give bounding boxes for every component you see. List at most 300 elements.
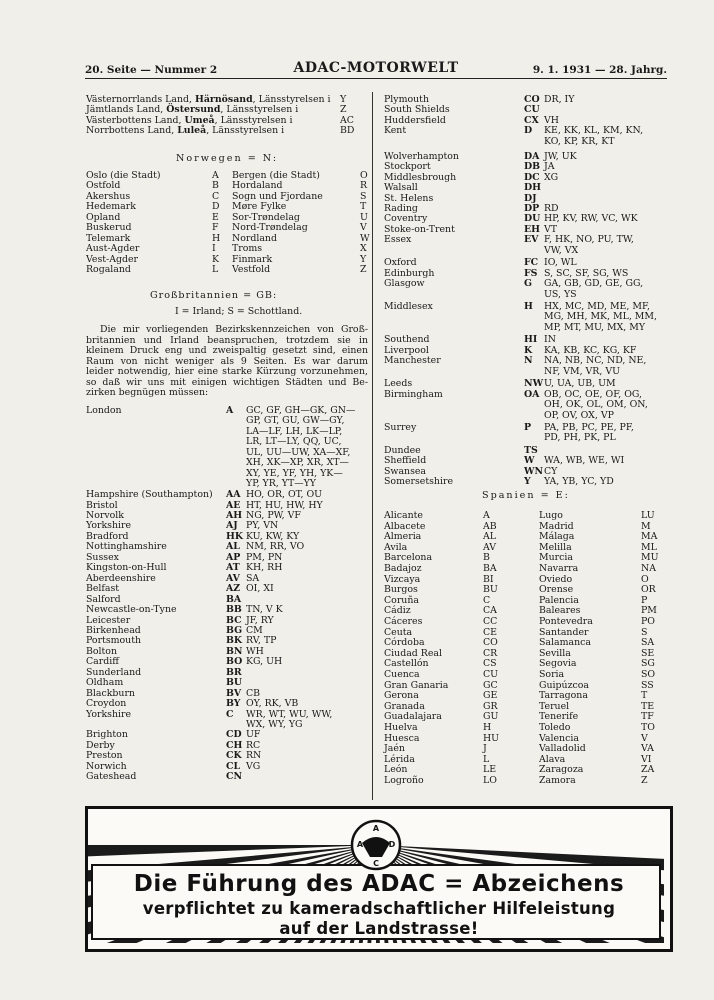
ad-line-3: auf der Landstrasse! <box>279 919 479 938</box>
spain-row <box>384 617 666 628</box>
plate-code: A <box>483 510 490 521</box>
plate-code: DP <box>524 203 540 214</box>
gb-entry <box>384 125 684 147</box>
extra-codes: RC <box>246 739 261 751</box>
plate-code: BC <box>226 614 242 626</box>
spain-row <box>384 606 666 617</box>
paragraph-line: leider notwendig, hier eine starke Kürzung vorzunehmen, <box>86 366 368 377</box>
plate-code: SE <box>641 647 655 659</box>
extra-codes: KO, KP, KR, KT <box>544 135 615 147</box>
spain-heading: Spanien = E: <box>482 490 570 501</box>
plate-code: CU <box>524 104 540 116</box>
province-name: Tenerife <box>539 711 579 723</box>
province-name: Coruña <box>384 594 419 606</box>
district-name: Glasgow <box>384 278 425 290</box>
paragraph-line: kleinem Druck eng und zweispaltig gesetzt sind, einen <box>86 345 368 356</box>
plate-code: BY <box>226 698 241 710</box>
province-name: Madrid <box>539 520 574 532</box>
plate-code: R <box>360 180 368 192</box>
paragraph-line: so daß wir uns mit einigen wichtigen Städten und Be- <box>86 376 368 388</box>
plate-code: BB <box>226 604 242 616</box>
district-name: Hedemark <box>86 201 136 213</box>
extra-codes: XG <box>544 171 559 183</box>
plate-code: CE <box>483 626 498 638</box>
plate-code: AL <box>226 541 240 553</box>
plate-code: AL <box>483 531 496 543</box>
extra-codes: VH <box>544 114 559 126</box>
province-name: Valladolid <box>539 743 586 755</box>
province-name: Avila <box>384 541 408 553</box>
magazine-title: ADAC-MOTORWELT <box>293 60 459 76</box>
county-name: Västernorrlands Land, <box>86 94 195 105</box>
plate-code: Y <box>340 94 347 105</box>
plate-code: GE <box>483 690 498 702</box>
province-name: Burgos <box>384 584 418 596</box>
plate-code: BO <box>226 656 243 668</box>
district-name: Preston <box>86 750 123 762</box>
spain-row <box>384 670 666 681</box>
plate-code: O <box>360 170 368 181</box>
district-name: Brighton <box>86 729 128 741</box>
district-name: Stoke-on-Trent <box>384 223 455 235</box>
plate-code: N <box>524 355 533 367</box>
plate-code: PO <box>641 616 655 627</box>
plate-code: L <box>483 753 490 765</box>
spain-row <box>384 734 666 745</box>
extra-codes: VT <box>544 223 558 235</box>
county-seat: Härnösand <box>194 94 253 105</box>
extra-codes: YP, YR, YT—YY <box>246 478 316 490</box>
province-name: Córdoba <box>384 637 425 649</box>
province-name: Guipúzcoa <box>539 679 589 691</box>
plate-code: CS <box>483 658 497 670</box>
plate-code: F <box>212 222 219 234</box>
extra-codes: WA, WB, WE, WI <box>544 455 625 467</box>
extra-codes: PA, PB, PC, PE, PF, <box>544 422 634 433</box>
county-office: , Länsstyrelsen i <box>220 104 299 116</box>
plate-code: I <box>212 243 216 255</box>
plate-code: SO <box>641 669 656 680</box>
plate-code: AZ <box>226 583 241 595</box>
plate-code: NW <box>524 378 544 390</box>
spain-row <box>384 712 666 723</box>
district-name: Middlesex <box>384 301 433 313</box>
province-name: Badajoz <box>384 563 422 574</box>
district-name: Rading <box>384 203 418 214</box>
district-name: Ostfold <box>86 180 121 192</box>
district-name: Leicester <box>86 614 131 626</box>
province-name: Huelva <box>384 722 418 733</box>
extra-codes: XH, XK—XP, XR, XT— <box>246 457 349 469</box>
extra-codes: S, SC, SF, SG, WS <box>544 267 629 279</box>
spain-row <box>384 628 666 639</box>
extra-codes: DR, IY <box>544 94 575 105</box>
plate-code: T <box>641 690 648 702</box>
extra-codes: KG, UH <box>246 656 283 668</box>
extra-codes: US, YS <box>544 288 577 300</box>
plate-code: OR <box>641 584 656 596</box>
plate-code: CO <box>524 94 540 105</box>
province-name: Orense <box>539 584 574 596</box>
district-name: Norwich <box>86 760 127 772</box>
extra-codes: KH, RH <box>246 562 283 574</box>
extra-codes: RN <box>246 750 262 762</box>
plate-code: T <box>360 201 367 213</box>
district-name: Bolton <box>86 645 117 657</box>
spain-row <box>384 511 666 522</box>
gb-entry <box>384 335 684 346</box>
province-name: Sevilla <box>539 647 571 659</box>
district-name: Gateshead <box>86 771 137 783</box>
plate-code: C <box>212 190 220 202</box>
plate-code: SA <box>641 637 655 649</box>
spain-row <box>384 691 666 702</box>
extra-codes: HO, OR, OT, OU <box>246 489 323 501</box>
plate-code: Z <box>340 104 347 116</box>
extra-codes: NF, VM, VR, VU <box>544 365 620 377</box>
plate-code: M <box>641 520 651 532</box>
province-name: Lérida <box>384 753 415 765</box>
plate-code: BR <box>226 666 242 678</box>
district-name: Yorkshire <box>86 520 132 532</box>
county-office: , Länsstyrelsen i <box>206 125 285 137</box>
district-name: Finmark <box>232 253 273 265</box>
page-number: 20. Seite — Nummer 2 <box>85 64 218 76</box>
plate-code: HU <box>483 732 500 744</box>
province-name: Toledo <box>539 722 571 733</box>
plate-code: Y <box>524 476 531 488</box>
plate-code: CA <box>483 605 497 617</box>
gb-subtitle: I = Irland; S = Schottland. <box>175 306 303 317</box>
plate-code: V <box>360 222 367 234</box>
province-name: Teruel <box>539 700 570 712</box>
district-name: Leeds <box>384 378 413 390</box>
plate-code: LE <box>483 764 497 776</box>
county-name: Västerbottens Land, <box>86 114 185 126</box>
plate-code: L <box>212 264 219 276</box>
province-name: Salamanca <box>539 637 591 649</box>
plate-code: X <box>360 243 367 255</box>
plate-code: AC <box>340 114 354 126</box>
plate-code: HK <box>226 530 244 542</box>
plate-code: DB <box>524 161 541 173</box>
plate-code: TO <box>641 722 655 733</box>
plate-code: S <box>641 626 648 638</box>
plate-code: DU <box>524 213 541 225</box>
plate-code: LO <box>483 775 497 786</box>
province-name: Ciudad Real <box>384 647 442 659</box>
paragraph-line: zirken begnügen müssen: <box>86 387 209 398</box>
district-name: Somersetshire <box>384 476 453 488</box>
plate-code: DH <box>524 182 541 194</box>
district-name: Plymouth <box>384 94 429 105</box>
plate-code: BU <box>483 584 498 596</box>
province-name: Gran Ganaria <box>384 679 449 691</box>
plate-code: B <box>212 180 219 192</box>
province-name: Melilla <box>539 541 572 553</box>
plate-code: AB <box>483 520 497 532</box>
district-name: Sussex <box>86 551 119 563</box>
extra-codes: JW, UK <box>544 150 577 162</box>
extra-codes: XY, YE, YF, YH, YK— <box>246 467 343 479</box>
province-name: León <box>384 764 408 776</box>
province-name: Almeria <box>384 531 422 543</box>
district-name: Vestfold <box>232 264 271 276</box>
plate-code: AV <box>483 541 497 553</box>
district-name: Troms <box>232 243 263 255</box>
district-name: Huddersfield <box>384 114 446 126</box>
paragraph-line: Raum von nicht weniger als 9 Seiten. Es war darum <box>86 355 368 367</box>
plate-code: TS <box>524 444 538 456</box>
spain-row <box>384 681 666 692</box>
plate-code: CH <box>226 739 243 751</box>
plate-code: CX <box>524 114 539 126</box>
extra-codes: IO, WL <box>544 257 577 269</box>
plate-code: WN <box>524 465 544 477</box>
gb-entry <box>86 708 386 730</box>
district-name: Telemark <box>86 232 131 244</box>
plate-code: Y <box>360 253 367 265</box>
spain-row <box>384 596 666 607</box>
extra-codes: IN <box>544 334 556 346</box>
plate-code: H <box>483 722 492 733</box>
county-seat: Umeå <box>184 114 215 126</box>
emblem-letter: C <box>373 859 379 868</box>
plate-code: E <box>212 211 219 223</box>
plate-code: GR <box>483 700 498 712</box>
gb-entry <box>384 477 684 488</box>
district-name: Sor-Trøndelag <box>232 211 300 223</box>
province-name: Oviedo <box>539 573 573 585</box>
district-name: Birmingham <box>384 388 443 400</box>
plate-code: EH <box>524 223 541 235</box>
plate-code: EV <box>524 234 539 246</box>
extra-codes: RD <box>544 203 559 214</box>
adac-advertisement <box>85 806 673 952</box>
extra-codes: UF <box>246 729 261 741</box>
district-name: Sheffield <box>384 455 427 467</box>
province-name: Baleares <box>539 605 581 617</box>
province-name: Logroño <box>384 775 424 786</box>
plate-code: OA <box>524 388 540 400</box>
district-name: Oslo (die Stadt) <box>86 170 161 181</box>
district-name: Swansea <box>384 465 427 477</box>
province-name: Soria <box>539 669 565 680</box>
norway-row <box>86 202 368 213</box>
plate-code: TF <box>641 711 654 723</box>
extra-codes: GA, GB, GD, GE, GG, <box>544 278 644 290</box>
emblem-letter: D <box>388 840 396 849</box>
district-name: Edinburgh <box>384 267 435 279</box>
gb-entry <box>384 355 684 377</box>
issue-date: 9. 1. 1931 — 28. Jahrg. <box>532 64 667 76</box>
district-name: Surrey <box>384 422 417 433</box>
district-name: Birkenhead <box>86 624 141 636</box>
plate-code: CD <box>226 729 242 741</box>
province-name: Navarra <box>539 563 579 574</box>
plate-code: K <box>212 253 220 265</box>
district-name: Oldham <box>86 677 124 689</box>
extra-codes: NM, RR, VO <box>246 541 305 553</box>
district-name: Newcastle-on-Tyne <box>86 604 177 616</box>
district-name: Akershus <box>86 190 131 202</box>
district-name: Bradford <box>86 530 129 542</box>
district-name: Hampshire (Southampton) <box>86 489 213 501</box>
district-name: Manchester <box>384 355 441 367</box>
county-name: Jämtlands Land, <box>86 104 167 116</box>
province-name: Jaén <box>384 743 405 755</box>
plate-code: TE <box>641 700 655 712</box>
plate-code: BV <box>226 687 242 699</box>
province-name: Barcelona <box>384 552 433 564</box>
extra-codes: JA <box>544 161 555 173</box>
county-seat: Östersund <box>166 104 221 116</box>
county-office: , Länsstyrelsen i <box>252 94 331 105</box>
extra-codes: CM <box>246 624 263 636</box>
district-name: Norvolk <box>86 510 124 521</box>
extra-codes: U, UA, UB, UM <box>544 378 616 390</box>
district-name: Oxford <box>384 257 417 269</box>
plate-code: AP <box>226 551 241 563</box>
gb-entry <box>384 234 684 256</box>
norway-row <box>86 171 368 182</box>
spain-row <box>384 532 666 543</box>
province-name: Málaga <box>539 531 575 543</box>
plate-code: AJ <box>226 520 238 532</box>
plate-code: GU <box>483 711 499 723</box>
province-name: Vizcaya <box>384 573 421 585</box>
plate-code: DA <box>524 150 540 162</box>
plate-code: H <box>524 301 533 313</box>
province-name: Albacete <box>384 520 426 532</box>
province-name: Cuenca <box>384 669 420 680</box>
extra-codes: SA <box>246 572 260 584</box>
spain-row <box>384 659 666 670</box>
extra-codes: F, HK, NO, PU, TW, <box>544 234 634 246</box>
province-name: Zamora <box>539 775 576 786</box>
district-name: Vest-Agder <box>86 253 139 265</box>
page-header <box>85 62 667 79</box>
extra-codes: KE, KK, KL, KM, KN, <box>544 125 644 137</box>
plate-code: FS <box>524 267 538 279</box>
gb-entry <box>384 278 684 300</box>
extra-codes: HP, KV, RW, VC, WK <box>544 213 638 225</box>
paragraph-line: Die mir vorliegenden Bezirkskennzeichen von Groß- <box>100 324 368 335</box>
plate-code: J <box>483 743 487 755</box>
plate-code: BI <box>483 573 494 585</box>
plate-code: PM <box>641 605 657 617</box>
plate-code: FC <box>524 257 539 269</box>
plate-code: ZA <box>641 764 655 776</box>
gb-entry <box>384 301 684 333</box>
plate-code: CN <box>226 771 243 783</box>
district-name: Rogaland <box>86 264 131 276</box>
district-name: Nottinghamshire <box>86 541 167 553</box>
extra-codes: TN, V K <box>246 604 283 616</box>
province-name: Murcia <box>539 552 573 564</box>
extra-codes: VG <box>246 760 261 772</box>
plate-code: AV <box>226 572 240 584</box>
norway-heading: Norwegen = N: <box>176 153 279 164</box>
district-name: Coventry <box>384 213 428 225</box>
district-name: Kent <box>384 125 407 137</box>
plate-code: C <box>226 708 234 720</box>
extra-codes: OY, RK, VB <box>246 698 299 710</box>
district-name: Sogn und Fjordane <box>232 190 323 202</box>
extra-codes: KA, KB, KC, KG, KF <box>544 344 637 356</box>
gb-entry <box>86 772 386 783</box>
district-name: South Shields <box>384 104 450 116</box>
gb-entry <box>384 422 684 444</box>
province-name: Santander <box>539 626 589 638</box>
gb-entry <box>86 405 386 490</box>
county-seat: Luleå <box>177 125 207 137</box>
extra-codes: WH <box>246 645 264 657</box>
extra-codes: MG, MH, MK, ML, MM, <box>544 311 657 323</box>
plate-code: A <box>212 170 219 181</box>
plate-code: C <box>483 594 491 606</box>
extra-codes: JF, RY <box>246 614 274 626</box>
plate-code: K <box>524 344 533 356</box>
extra-codes: GC, GF, GH—GK, GN— <box>246 405 356 416</box>
spain-row <box>384 776 666 787</box>
plate-code: Z <box>360 264 367 276</box>
plate-code: CK <box>226 750 242 762</box>
gb-entry <box>86 699 386 710</box>
province-name: Cádiz <box>384 605 411 617</box>
district-name: Bristol <box>86 499 118 511</box>
plate-code: ML <box>641 541 657 553</box>
plate-code: O <box>641 573 649 585</box>
extra-codes: VW, VX <box>544 244 579 256</box>
extra-codes: UL, UU—UW, XA—XF, <box>246 446 351 458</box>
ad-line-1: Die Führung des ADAC = Abzeichens <box>133 871 625 897</box>
spain-row <box>384 744 666 755</box>
extra-codes: NA, NB, NC, ND, NE, <box>544 355 647 367</box>
province-name: Cáceres <box>384 616 423 627</box>
district-name: Stockport <box>384 161 431 173</box>
district-name: Møre Fylke <box>232 201 287 213</box>
spain-row <box>384 553 666 564</box>
district-name: Dundee <box>384 444 421 456</box>
plate-code: BU <box>226 677 243 689</box>
plate-code: AT <box>226 562 240 574</box>
plate-code: V <box>641 732 648 744</box>
extra-codes: LA—LF, LH, LK—LP, <box>246 425 343 437</box>
plate-code: U <box>360 211 368 223</box>
district-name: Opland <box>86 211 121 223</box>
plate-code: H <box>212 232 221 244</box>
district-name: Blackburn <box>86 687 135 699</box>
province-name: Lugo <box>539 510 563 521</box>
ad-line-2: verpflichtet zu kameradschaftlicher Hilfeleistung <box>142 899 616 918</box>
district-name: Liverpool <box>384 344 429 356</box>
district-name: Salford <box>86 593 121 605</box>
plate-code: CU <box>483 669 499 680</box>
extra-codes: PD, PH, PK, PL <box>544 432 616 444</box>
province-name: Guadalajara <box>384 711 442 723</box>
gb-entry <box>86 605 386 616</box>
district-name: Yorkshire <box>86 708 132 720</box>
plate-code: D <box>212 201 220 213</box>
plate-code: NA <box>641 563 656 574</box>
district-name: Cardiff <box>86 656 119 668</box>
spain-row <box>384 755 666 766</box>
district-name: Nord-Trøndelag <box>232 222 308 234</box>
plate-code: DJ <box>524 192 537 204</box>
plate-code: A <box>226 405 234 416</box>
extra-codes: OH, OK, OL, OM, ON, <box>544 399 648 411</box>
